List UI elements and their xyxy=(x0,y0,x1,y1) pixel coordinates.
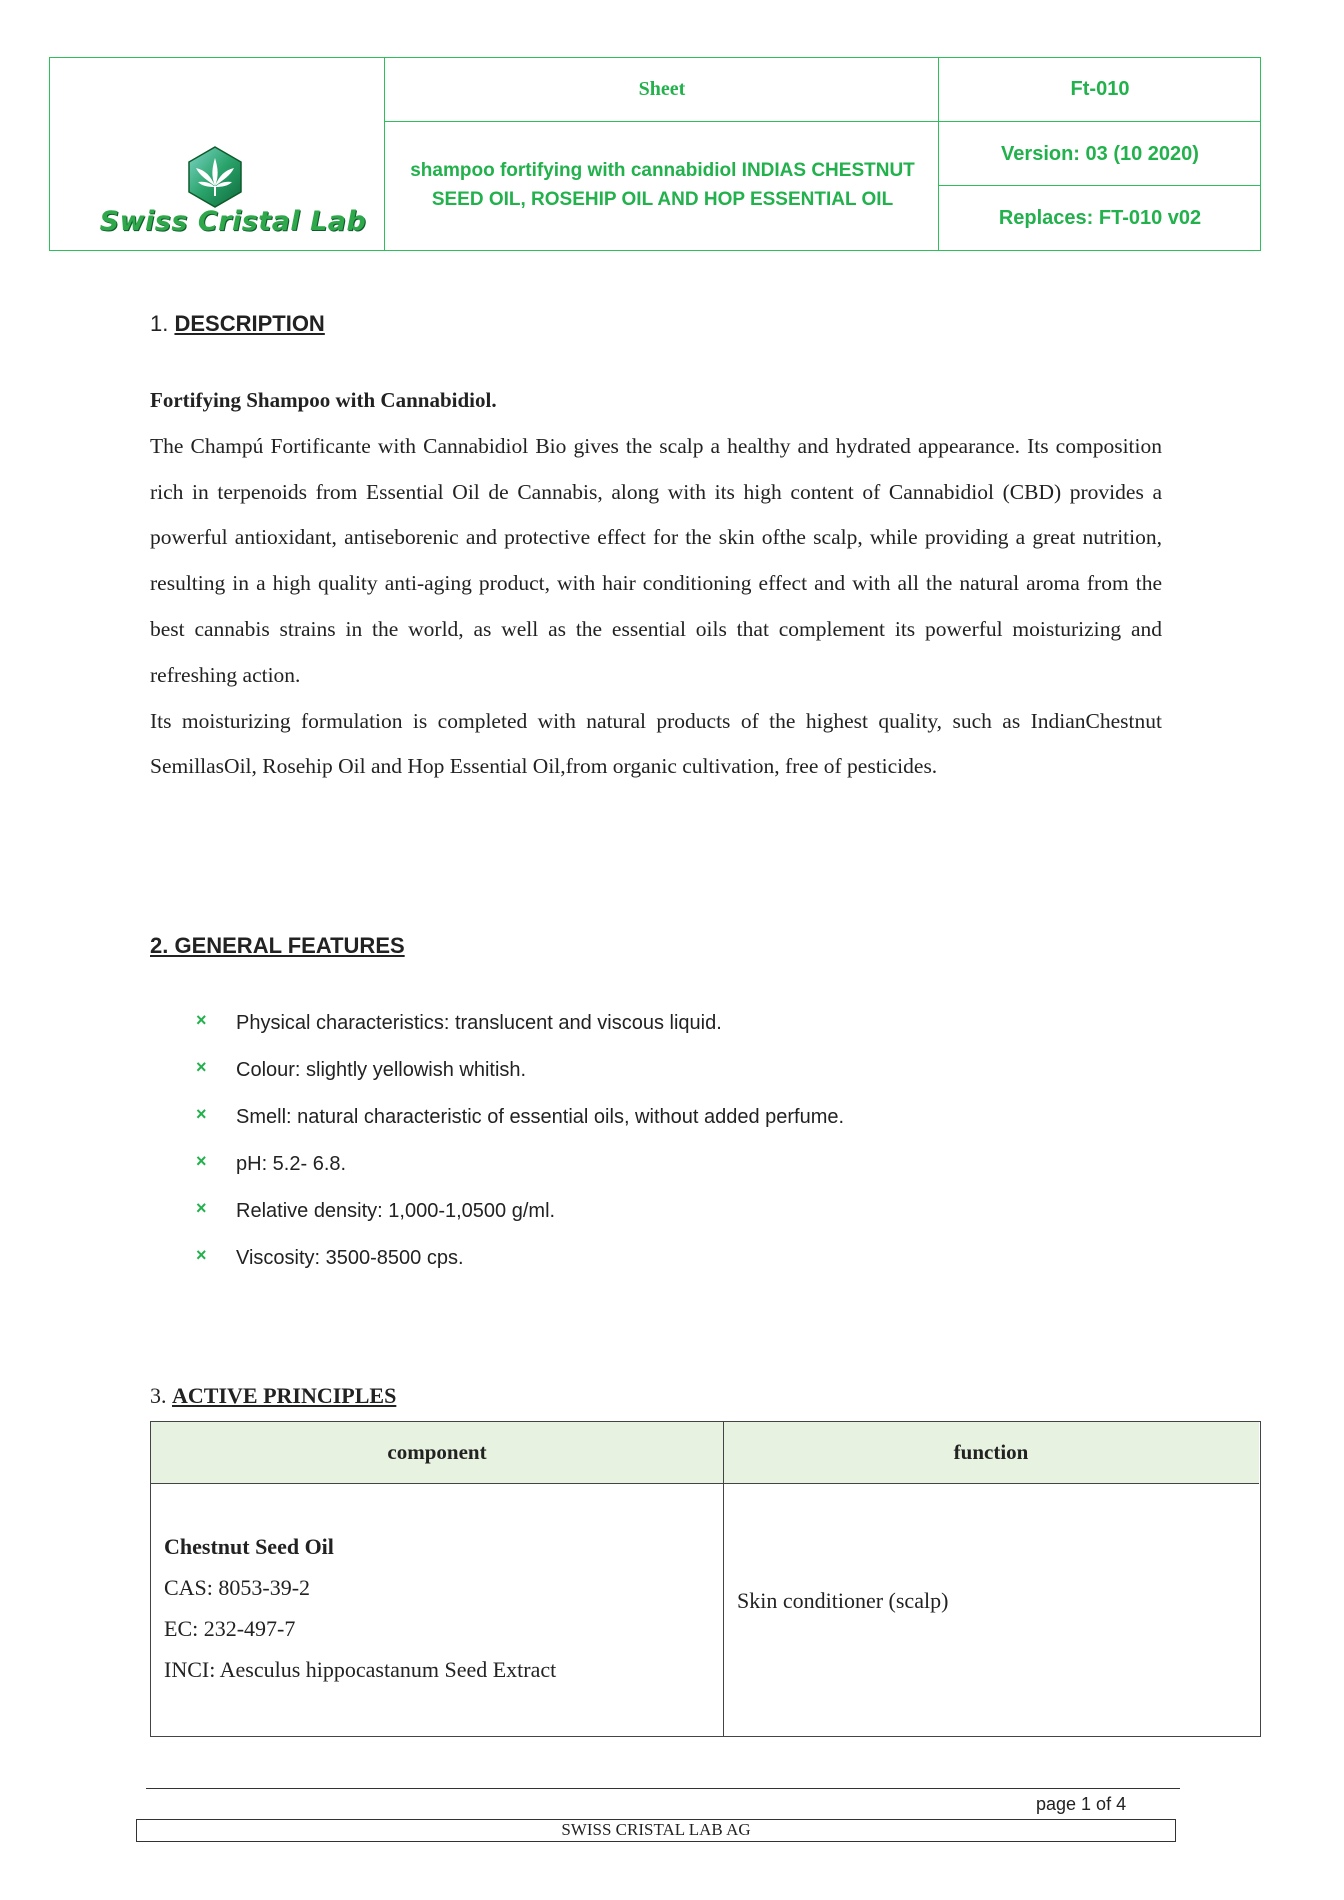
component-name: Chestnut Seed Oil xyxy=(164,1534,334,1559)
cross-bullet-icon: × xyxy=(196,1198,207,1218)
cross-bullet-icon: × xyxy=(196,1151,207,1171)
column-divider xyxy=(723,1422,724,1736)
description-body xyxy=(150,378,1162,790)
company-logo xyxy=(50,58,386,249)
description-heading: 1. DESCRIPTION xyxy=(150,311,325,336)
page-number: page 1 of 4 xyxy=(1036,1794,1127,1814)
cross-bullet-icon: × xyxy=(196,1010,207,1030)
cross-bullet-icon: × xyxy=(196,1104,207,1124)
table-row xyxy=(164,1526,556,1690)
company-name: Swiss Cristal Lab xyxy=(99,206,367,237)
active-principles-table xyxy=(150,1421,1261,1737)
document-header xyxy=(49,57,1261,251)
product-title: shampoo fortifying with cannabidiol INDIAS CHESTNUT SEED OIL, ROSEHIP OIL AND HOP ESSENTIAL OIL xyxy=(410,159,915,210)
description-paragraph: Its moisturizing formulation is completed with natural products of the highest quality, such as IndianChestnut SemillasOil, Rosehip Oil and Hop Essential Oil,from organic cultivation, free of pesticides. xyxy=(150,708,1162,779)
list-item: × pH: 5.2- 6.8. xyxy=(196,1151,347,1175)
features-list xyxy=(196,1000,844,1282)
list-item: × Colour: slightly yellowish whitish. xyxy=(196,1057,527,1081)
list-item: × Physical characteristics: translucent and viscous liquid. xyxy=(196,1010,722,1034)
description-lead: Fortifying Shampoo with Cannabidiol. xyxy=(150,388,497,412)
list-item: × Smell: natural characteristic of essential oils, without added perfume. xyxy=(196,1104,845,1128)
footer-company: SWISS CRISTAL LAB AG xyxy=(136,1819,1176,1842)
component-cas: CAS: 8053-39-2 xyxy=(164,1575,311,1600)
document-code: Ft-010 xyxy=(1070,78,1130,100)
component-function: Skin conditioner (scalp) xyxy=(737,1588,949,1613)
column-header-component: component xyxy=(151,1422,723,1484)
footer-rule xyxy=(146,1788,1180,1789)
header-divider xyxy=(384,121,1260,122)
column-header-function: function xyxy=(723,1422,1259,1484)
header-divider xyxy=(938,58,939,250)
component-inci: INCI: Aesculus hippocastanum Seed Extract xyxy=(164,1657,557,1682)
active-principles-heading: 3. ACTIVE PRINCIPLES xyxy=(150,1383,397,1408)
sheet-label: Sheet xyxy=(638,78,686,100)
header-divider xyxy=(938,185,1260,186)
version-label: Version: 03 (10 2020) xyxy=(1001,142,1199,165)
header-divider xyxy=(384,58,385,250)
cross-bullet-icon: × xyxy=(196,1245,207,1265)
features-heading: 2. GENERAL FEATURES xyxy=(150,933,405,958)
cross-bullet-icon: × xyxy=(196,1057,207,1077)
description-paragraph: The Champú Fortificante with Cannabidiol Bio gives the scalp a healthy and hydrated appearance. Its composition rich in terpenoids from Essential Oil de Cannabis, along with its high content of Cannabidiol (CBD) provides a powerful antioxidant, antiseborenic and protective effect for the skin ofthe scalp, while providing a great nutrition, resulting in a high quality anti-aging product, with hair conditioning effect and with all the natural aroma from the best cannabis strains in the world, as well as the essential oils that complement its powerful moisturizing and refreshing action. xyxy=(150,433,1162,687)
component-ec: EC: 232-497-7 xyxy=(164,1616,296,1641)
list-item: × Viscosity: 3500-8500 cps. xyxy=(196,1245,464,1269)
list-item: × Relative density: 1,000-1,0500 g/ml. xyxy=(196,1198,556,1222)
replaces-label: Replaces: FT-010 v02 xyxy=(998,206,1202,229)
